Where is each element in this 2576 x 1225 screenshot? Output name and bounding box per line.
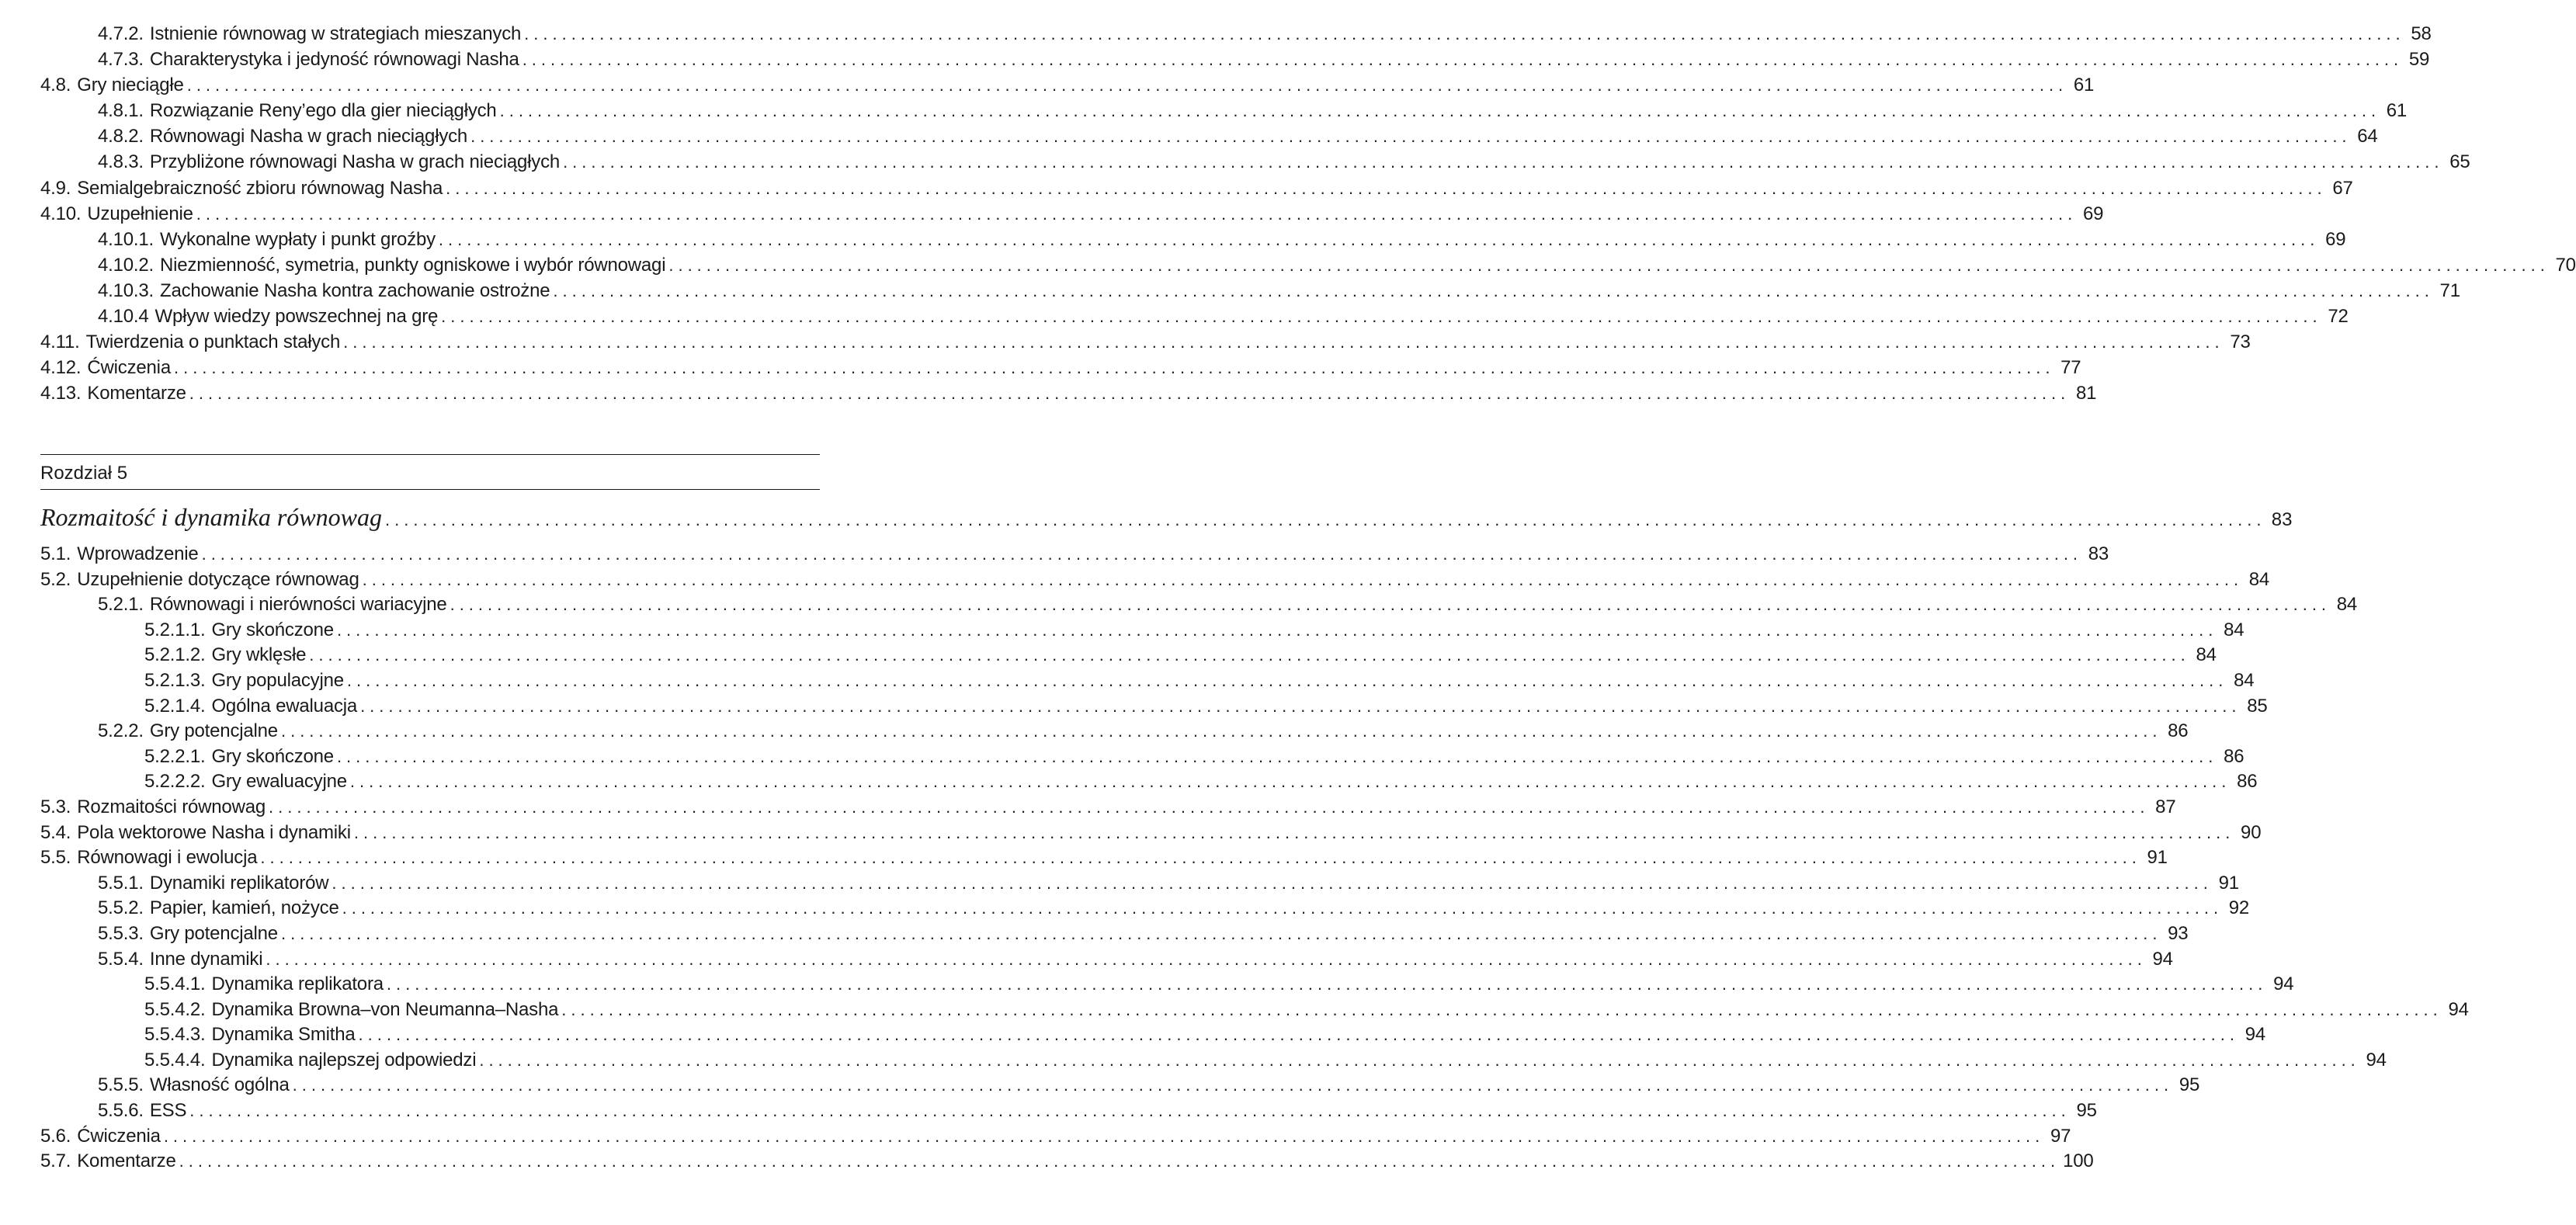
- toc-entry-title: Komentarze: [77, 1150, 176, 1172]
- toc-entry-title: Niezmienność, symetria, punkty ogniskowe i wybór równowagi: [160, 254, 666, 276]
- toc-entry-number: 4.12.: [40, 357, 82, 379]
- toc-entry[interactable]: [40, 75, 2095, 100]
- leader-dots: ........................................................................................................................................................................................................: [349, 772, 2231, 792]
- toc-entry-number: 5.5.5.: [98, 1074, 144, 1096]
- leader-dots: ........................................................................................................................................................................................................: [524, 24, 2405, 43]
- toc-entry-number: 5.2.1.4.: [144, 695, 206, 717]
- toc-entry-number: 5.5.4.4.: [144, 1049, 206, 1071]
- toc-entry-title: Równowagi Nasha w grach nieciągłych: [149, 126, 468, 147]
- toc-entry-number: 4.9.: [40, 177, 71, 199]
- toc-entry[interactable]: [40, 922, 2189, 949]
- toc-entry-title: Dynamika najlepszej odpowiedzi: [211, 1049, 477, 1071]
- toc-entry[interactable]: [40, 383, 2097, 408]
- toc-entry-page-number: 84: [2196, 644, 2217, 666]
- toc-entry[interactable]: [40, 771, 2258, 796]
- toc-entry[interactable]: [40, 644, 2217, 670]
- toc-entry-number: 4.8.1.: [98, 100, 144, 122]
- toc-entry-title: Dynamika Smitha: [211, 1024, 356, 1046]
- toc-entry-number: 4.8.2.: [98, 126, 144, 147]
- toc-entry-number: 4.7.2.: [98, 23, 144, 44]
- toc-entry[interactable]: [40, 594, 2358, 619]
- toc-entry[interactable]: [40, 695, 2268, 721]
- toc-entry-page-number: 86: [2168, 720, 2189, 742]
- leader-dots: ........................................................................................................................................................................................................: [173, 358, 2055, 378]
- toc-entry[interactable]: [40, 203, 2104, 229]
- toc-entry-title: Semialgebraiczność zbioru równowag Nasha: [77, 177, 443, 199]
- toc-entry-page-number: 84: [2234, 669, 2255, 691]
- toc-entry-page-number: 93: [2168, 922, 2189, 944]
- toc-entry-number: 5.4.: [40, 821, 71, 843]
- toc-entry-title: Równowagi i ewolucja: [77, 847, 258, 869]
- toc-entry-number: 5.7.: [40, 1150, 71, 1172]
- toc-entry-page-number: 61: [2386, 100, 2408, 122]
- toc-entry[interactable]: [40, 872, 2239, 898]
- toc-entry-page-number: 58: [2411, 23, 2432, 44]
- toc-entry-page-number: 94: [2448, 998, 2469, 1020]
- toc-entry-number: 5.5.4.3.: [144, 1024, 206, 1046]
- leader-dots: ........................................................................................................................................................................................................: [561, 999, 2442, 1019]
- leader-dots: ........................................................................................................................................................................................................: [342, 898, 2224, 918]
- toc-entry-number: 5.5.4.2.: [144, 998, 206, 1020]
- toc-entry-number: 5.2.1.: [98, 594, 144, 616]
- toc-entry-page-number: 87: [2155, 796, 2176, 817]
- toc-entry-number: 4.13.: [40, 383, 82, 404]
- toc-entry-page-number: 84: [2248, 568, 2270, 590]
- toc-entry-number: 5.2.2.1.: [144, 745, 206, 767]
- leader-dots: ........................................................................................................................................................................................................: [332, 873, 2213, 893]
- toc-entry[interactable]: [40, 254, 2576, 280]
- toc-entry[interactable]: [40, 998, 2469, 1025]
- leader-dots: ........................................................................................................................................................................................................: [343, 332, 2224, 352]
- leader-dots: ........................................................................................................................................................................................................: [189, 383, 2071, 404]
- toc-entry[interactable]: [40, 897, 2250, 923]
- toc-entry-page-number: 69: [2082, 203, 2104, 224]
- leader-dots: ........................................................................................................................................................................................................: [266, 949, 2147, 969]
- toc-entry[interactable]: [40, 568, 2270, 595]
- toc-entry-title: Gry skończone: [211, 745, 334, 767]
- toc-entry-page-number: 69: [2325, 228, 2346, 250]
- toc-entry-title: Charakterystyka i jedyność równowagi Nasha: [149, 49, 519, 71]
- toc-entry-page-number: 64: [2357, 126, 2378, 147]
- toc-entry-page-number: 92: [2228, 897, 2250, 919]
- toc-entry-page-number: 77: [2060, 357, 2081, 379]
- leader-dots: ........................................................................................................................................................................................................: [163, 1126, 2045, 1146]
- chapter-title-row[interactable]: [40, 503, 2293, 532]
- toc-entry-page-number: 84: [2224, 619, 2244, 640]
- toc-entry[interactable]: [40, 1125, 2071, 1151]
- toc-entry-number: 4.10.3.: [98, 279, 154, 301]
- toc-entry-number: 4.10.: [40, 203, 82, 224]
- toc-entry[interactable]: [40, 357, 2081, 383]
- leader-dots: ........................................................................................................................................................................................................: [499, 101, 2381, 121]
- toc-entry[interactable]: [40, 973, 2294, 999]
- toc-section-chapter-4: [40, 23, 2576, 408]
- toc-entry[interactable]: [40, 151, 2470, 177]
- leader-dots: ........................................................................................................................................................................................................: [186, 75, 2068, 95]
- toc-entry-title: Wykonalne wypłaty i punkt groźby: [160, 228, 436, 250]
- toc-entry-title: Gry wklęsłe: [211, 644, 307, 666]
- leader-dots: ........................................................................................................................................................................................................: [553, 280, 2434, 300]
- toc-entry-title: Zachowanie Nasha kontra zachowanie ostrożne: [160, 279, 550, 301]
- toc-entry-page-number: 94: [2273, 973, 2294, 995]
- toc-entry-number: 5.5.1.: [98, 872, 144, 894]
- leader-dots: ........................................................................................................................................................................................................: [346, 670, 2228, 690]
- leader-dots: ........................................................................................................................................................................................................: [360, 696, 2241, 716]
- toc-entry-number: 5.2.: [40, 568, 71, 590]
- toc-entry-title: Ogólna ewaluacja: [211, 695, 358, 717]
- toc-entry-page-number: 72: [2328, 306, 2349, 328]
- toc-entry-page-number: 100: [2063, 1150, 2094, 1172]
- toc-entry-number: 4.10.1.: [98, 228, 154, 250]
- toc-entry[interactable]: [40, 1074, 2200, 1100]
- toc-entry-page-number: 97: [2050, 1125, 2071, 1147]
- toc-entry-number: 5.5.4.1.: [144, 973, 206, 995]
- toc-entry[interactable]: [40, 543, 2109, 569]
- toc-entry-title: Gry populacyjne: [211, 669, 344, 691]
- chapter-bottom-rule: [40, 489, 820, 490]
- toc-entry-page-number: 61: [2073, 75, 2095, 96]
- leader-dots: ........................................................................................................................................................................................................: [668, 255, 2550, 275]
- toc-entry-title: Ćwiczenia: [77, 1125, 161, 1147]
- toc-entry-page-number: 86: [2237, 771, 2258, 793]
- toc-entry-title: Gry ewaluacyjne: [211, 771, 347, 793]
- toc-entry-title: Komentarze: [87, 383, 186, 404]
- toc-entry[interactable]: [40, 847, 2168, 873]
- leader-dots: ........................................................................................................................................................................................................: [292, 1075, 2174, 1095]
- toc-entry-title: Gry potencjalne: [149, 720, 278, 742]
- toc-entry-title: Uzupełnienie dotyczące równowag: [77, 568, 359, 590]
- chapter-page-number: 83: [2271, 509, 2293, 530]
- toc-entry[interactable]: [40, 821, 2262, 848]
- toc-entry-page-number: 71: [2439, 279, 2460, 301]
- toc-entry-number: 4.11.: [40, 331, 80, 353]
- toc-entry-title: Wpływ wiedzy powszechnej na grę: [154, 306, 439, 328]
- toc-entry-number: 4.7.3.: [98, 49, 144, 71]
- toc-entry[interactable]: [40, 1150, 2094, 1176]
- toc-entry-page-number: 81: [2075, 383, 2097, 404]
- leader-dots: ........................................................................................................................................................................................................: [358, 1025, 2240, 1045]
- leader-dots: ........................................................................................................................................................................................................: [201, 544, 2083, 564]
- toc-entry-number: 4.10.4: [98, 306, 149, 328]
- toc-entry-number: 5.6.: [40, 1125, 71, 1147]
- chapter-title: Rozmaitość i dynamika równowag: [40, 503, 382, 531]
- toc-entry-title: Dynamiki replikatorów: [149, 872, 329, 894]
- leader-dots: ........................................................................................................................................................................................................: [450, 595, 2331, 615]
- leader-dots: ........................................................................................................................................................................................................: [309, 645, 2190, 665]
- leader-dots: ........................................................................................................................................................................................................: [441, 307, 2322, 327]
- toc-entry-title: Rozwiązanie Reny’ego dla gier nieciągłych: [149, 100, 497, 122]
- toc-entry-title: Rozmaitości równowag: [77, 796, 266, 817]
- toc-entry-title: Pola wektorowe Nasha i dynamiki: [77, 821, 351, 843]
- toc-entry[interactable]: [40, 1100, 2097, 1126]
- leader-dots: ........................................................................................................................................................................................................: [336, 746, 2218, 766]
- toc-entry-number: 5.3.: [40, 796, 71, 817]
- toc-entry-title: Przybliżone równowagi Nasha w grach nieciągłych: [149, 151, 561, 173]
- toc-entry-number: 5.5.6.: [98, 1100, 144, 1122]
- toc-entry[interactable]: [40, 619, 2244, 645]
- toc-entry[interactable]: [40, 948, 2173, 974]
- toc-entry-title: Gry nieciągłe: [77, 75, 184, 96]
- toc-entry-number: 5.2.2.2.: [144, 771, 206, 793]
- leader-dots: ........................................................................................................................................................................................................: [386, 974, 2268, 994]
- toc-entry-page-number: 85: [2247, 695, 2268, 717]
- leader-dots: ........................................................................................................................................................................................................: [438, 229, 2320, 249]
- leader-dots: ........................................................................................................................................................................................................: [196, 203, 2078, 224]
- toc-entry-page-number: 83: [2088, 543, 2109, 564]
- leader-dots: ........................................................................................................................................................................................................: [269, 796, 2150, 817]
- toc-entry-page-number: 94: [2366, 1049, 2387, 1071]
- leader-dots: ........................................................................................................................................................................................................: [179, 1151, 2060, 1171]
- toc-entry[interactable]: [40, 177, 2353, 203]
- toc-entry-title: Gry skończone: [211, 619, 334, 640]
- toc-entry-title: Uzupełnienie: [87, 203, 193, 224]
- toc-entry-number: 5.2.1.3.: [144, 669, 206, 691]
- toc-entry[interactable]: [40, 720, 2189, 746]
- toc-entry-title: ESS: [149, 1100, 187, 1122]
- toc-entry[interactable]: [40, 126, 2378, 151]
- toc-entry-title: Własność ogólna: [149, 1074, 290, 1096]
- toc-entry-title: Twierdzenia o punktach stałych: [85, 331, 341, 353]
- leader-dots: ........................................................................................................................................................................................................: [479, 1050, 2360, 1070]
- toc-entry[interactable]: [40, 49, 2430, 75]
- toc-entry-page-number: 90: [2241, 821, 2262, 843]
- toc-entry-title: Dynamika Browna–von Neumanna–Nasha: [211, 998, 559, 1020]
- toc-entry-number: 5.2.2.: [98, 720, 144, 742]
- toc-entry-page-number: 84: [2336, 594, 2358, 616]
- toc-entry-number: 5.5.4.: [98, 948, 144, 970]
- toc-entry[interactable]: [40, 306, 2349, 331]
- leader-dots: ........................................................................................................................................................................................................: [336, 619, 2218, 640]
- toc-entry-page-number: 91: [2218, 872, 2239, 894]
- leader-dots: ........................................................................................................................................................................................................: [280, 721, 2162, 741]
- leader-dots: ........................................................................................................................................................................................................: [384, 510, 2266, 529]
- toc-entry[interactable]: [40, 1024, 2266, 1050]
- toc-entry-page-number: 59: [2408, 49, 2430, 71]
- toc-entry-number: 5.2.1.2.: [144, 644, 206, 666]
- toc-entry-title: Wprowadzenie: [77, 543, 199, 564]
- toc-entry-number: 5.2.1.1.: [144, 619, 206, 640]
- toc-entry-page-number: 95: [2178, 1074, 2200, 1096]
- chapter-top-rule: [40, 454, 820, 455]
- toc-entry-page-number: 65: [2449, 151, 2470, 173]
- toc-entry-page-number: 70: [2555, 254, 2576, 276]
- toc-entry-title: Papier, kamień, nożyce: [149, 897, 339, 919]
- toc-entry[interactable]: [40, 279, 2460, 306]
- leader-dots: ........................................................................................................................................................................................................: [522, 50, 2404, 70]
- toc-entry-number: 5.5.2.: [98, 897, 144, 919]
- toc-entry-title: Gry potencjalne: [149, 922, 278, 944]
- toc-entry[interactable]: [40, 228, 2346, 255]
- toc-entry-page-number: 94: [2152, 948, 2173, 970]
- leader-dots: ........................................................................................................................................................................................................: [470, 127, 2352, 147]
- toc-entry-number: 5.1.: [40, 543, 71, 564]
- toc-entry-page-number: 67: [2332, 177, 2353, 199]
- toc-entry-title: Ćwiczenia: [87, 357, 171, 379]
- toc-entry[interactable]: [40, 100, 2408, 126]
- leader-dots: ........................................................................................................................................................................................................: [446, 178, 2327, 198]
- toc-entry-number: 5.5.: [40, 847, 71, 869]
- toc-entry-page-number: 73: [2230, 331, 2251, 353]
- leader-dots: ........................................................................................................................................................................................................: [280, 923, 2162, 943]
- toc-entry[interactable]: [40, 745, 2244, 772]
- toc-entry-number: 4.8.3.: [98, 151, 144, 173]
- leader-dots: ........................................................................................................................................................................................................: [362, 569, 2244, 589]
- toc-entry-page-number: 95: [2076, 1100, 2097, 1122]
- toc-entry-page-number: 91: [2147, 847, 2168, 869]
- leader-dots: ........................................................................................................................................................................................................: [260, 848, 2141, 868]
- toc-entry[interactable]: [40, 669, 2255, 696]
- toc-entry-number: 4.8.: [40, 75, 71, 96]
- toc-entry-title: Równowagi i nierówności wariacyjne: [149, 594, 447, 616]
- leader-dots: ........................................................................................................................................................................................................: [563, 152, 2444, 172]
- chapter-label: Rozdział 5: [40, 463, 128, 484]
- leader-dots: ........................................................................................................................................................................................................: [353, 822, 2235, 842]
- toc-entry-page-number: 94: [2244, 1024, 2266, 1046]
- toc-entry-number: 4.10.2.: [98, 254, 154, 276]
- toc-entry[interactable]: [40, 1049, 2387, 1075]
- toc-entry[interactable]: [40, 796, 2176, 822]
- toc-entry-title: Istnienie równowag w strategiach mieszanych: [149, 23, 522, 44]
- toc-entry-title: Dynamika replikatora: [211, 973, 384, 995]
- toc-entry[interactable]: [40, 23, 2432, 49]
- toc-entry[interactable]: [40, 331, 2251, 357]
- toc-entry-title: Inne dynamiki: [149, 948, 263, 970]
- toc-entry-page-number: 86: [2224, 745, 2244, 767]
- toc-entry-number: 5.5.3.: [98, 922, 144, 944]
- toc-section-chapter-5: [40, 543, 2469, 1176]
- leader-dots: ........................................................................................................................................................................................................: [189, 1101, 2071, 1121]
